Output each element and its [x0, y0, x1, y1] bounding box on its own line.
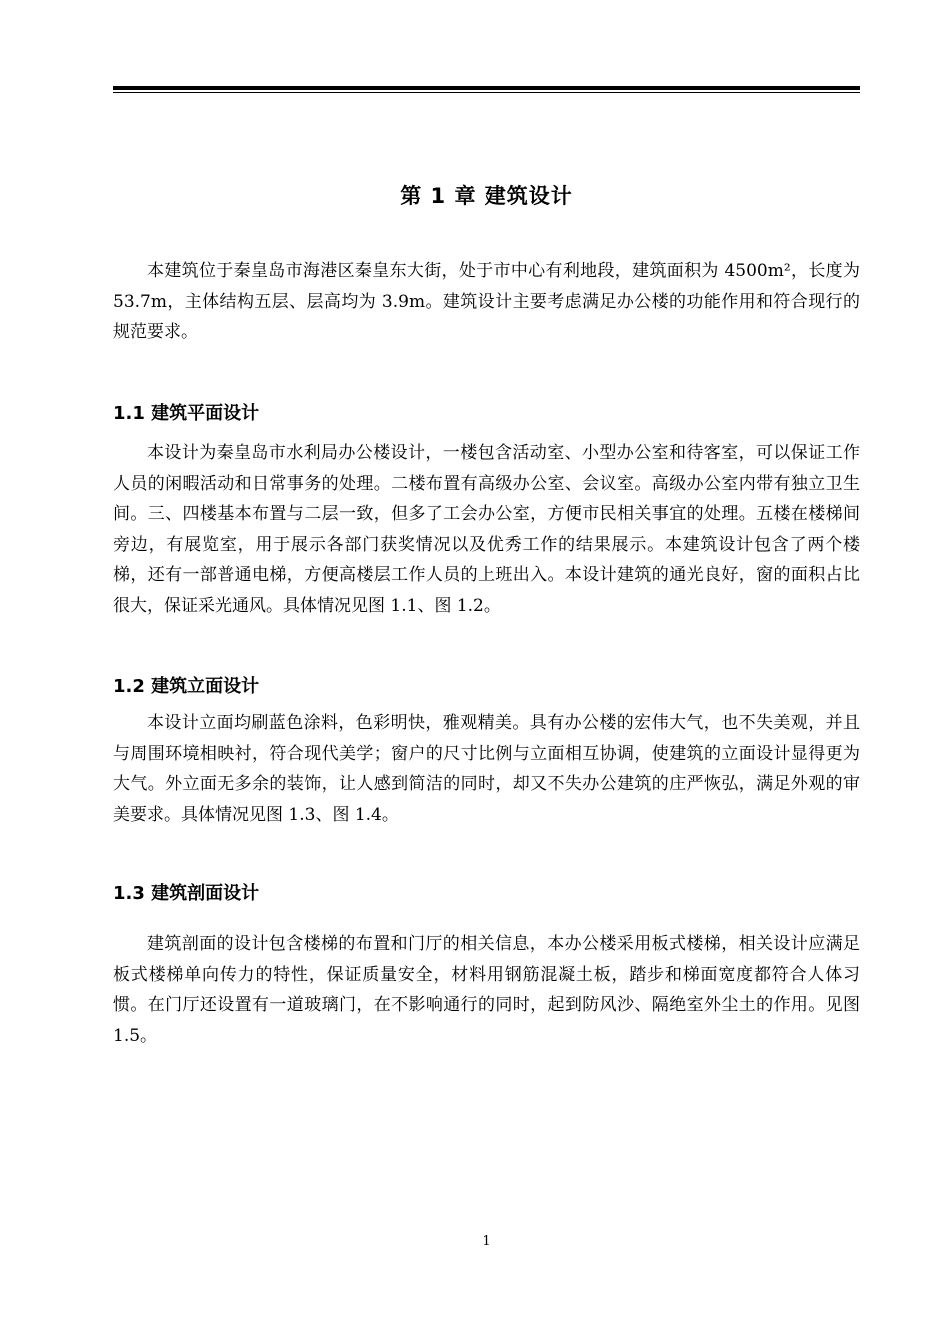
section-heading-1-3: 1.3 建筑剖面设计 — [113, 883, 260, 904]
header-rule-thick — [113, 86, 860, 90]
section-body-1-1: 本设计为秦皇岛市水利局办公楼设计，一楼包含活动室、小型办公室和待客室，可以保证工作人员的闲暇活动和日常事务的处理。二楼布置有高级办公室、会议室。高级办公室内带有独立卫生间。三、四楼基本布置与二层一致，但多了工会办公室，方便市民相关事宜的处理。五楼在楼梯间旁边，有展览室，用于展示各部门获奖情况以及优秀工作的结果展示。本建筑设计包含了两个楼梯，还有一部普通电梯，方便高楼层工作人员的上班出入。本设计建筑的通光良好，窗的面积占比很大，保证采光通风。具体情况见图 1.1、图 1.2。 — [113, 443, 860, 616]
chapter-title: 第 1 章 建筑设计 — [400, 184, 573, 208]
page-number: 1 — [482, 1234, 491, 1249]
section-heading-1-1: 1.1 建筑平面设计 — [113, 403, 260, 424]
section-body-1-2: 本设计立面均刷蓝色涂料，色彩明快，雅观精美。具有办公楼的宏伟大气，也不失美观，并且与周围环境相映衬，符合现代美学；窗户的尺寸比例与立面相互协调，使建筑的立面设计显得更为大气。外立面无多余的装饰，让人感到简洁的同时，却又不失办公建筑的庄严恢弘，满足外观的审美要求。具体情况见图 1.3、图 1.4。 — [113, 713, 860, 825]
section-body-1-3: 建筑剖面的设计包含楼梯的布置和门厅的相关信息，本办公楼采用板式楼梯，相关设计应满足板式楼梯单向传力的特性，保证质量安全，材料用钢筋混凝土板，踏步和梯面宽度都符合人体习惯。在门厅还设置有一道玻璃门，在不影响通行的同时，起到防风沙、隔绝室外尘土的作用。见图 1.5。 — [113, 934, 860, 1046]
section-heading-1-2: 1.2 建筑立面设计 — [113, 676, 260, 697]
header-rule-thin — [113, 92, 860, 93]
intro-paragraph: 本建筑位于秦皇岛市海港区秦皇东大街，处于市中心有利地段，建筑面积为 4500m²，长度为 53.7m，主体结构五层、层高均为 3.9m。建筑设计主要考虑满足办公楼的功能作用和符合现行的规范要求。 — [113, 261, 860, 343]
